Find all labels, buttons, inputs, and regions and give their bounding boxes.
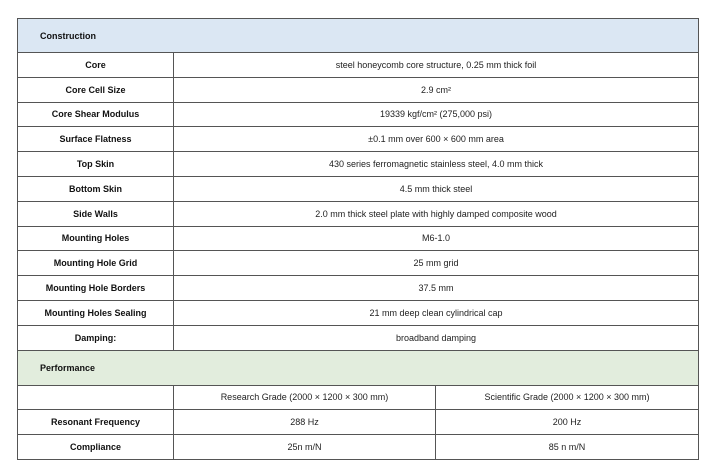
row-value: 2.9 cm² xyxy=(174,77,699,102)
column-header-scientific: Scientific Grade (2000 × 1200 × 300 mm) xyxy=(436,385,699,410)
row-value: 430 series ferromagnetic stainless steel, 4.0 mm thick xyxy=(174,152,699,177)
table-row xyxy=(18,77,699,102)
table-row xyxy=(18,127,699,152)
spec-table xyxy=(17,18,699,460)
construction-header-row xyxy=(18,19,699,53)
row-label: Mounting Hole Grid xyxy=(18,251,174,276)
row-label: Core xyxy=(18,53,174,78)
row-label: Side Walls xyxy=(18,201,174,226)
performance-title: Performance xyxy=(18,350,699,385)
empty-header-cell xyxy=(18,385,174,410)
scientific-value: 85 n m/N xyxy=(436,435,699,460)
row-value: 37.5 mm xyxy=(174,276,699,301)
table-row xyxy=(18,410,699,435)
performance-header-row xyxy=(18,350,699,385)
spec-table-container xyxy=(17,18,698,460)
table-row xyxy=(18,251,699,276)
scientific-value: 200 Hz xyxy=(436,410,699,435)
row-value: M6-1.0 xyxy=(174,226,699,251)
table-row xyxy=(18,435,699,460)
row-label: Bottom Skin xyxy=(18,176,174,201)
row-label: Mounting Hole Borders xyxy=(18,276,174,301)
research-value: 288 Hz xyxy=(174,410,436,435)
research-value: 25n m/N xyxy=(174,435,436,460)
row-label: Mounting Holes Sealing xyxy=(18,300,174,325)
row-label: Surface Flatness xyxy=(18,127,174,152)
table-row xyxy=(18,152,699,177)
row-value: 2.0 mm thick steel plate with highly damped composite wood xyxy=(174,201,699,226)
row-value: 25 mm grid xyxy=(174,251,699,276)
row-label: Top Skin xyxy=(18,152,174,177)
row-label: Resonant Frequency xyxy=(18,410,174,435)
row-value: ±0.1 mm over 600 × 600 mm area xyxy=(174,127,699,152)
row-label: Compliance xyxy=(18,435,174,460)
table-row xyxy=(18,226,699,251)
table-row xyxy=(18,102,699,127)
table-row xyxy=(18,276,699,301)
column-header-research: Research Grade (2000 × 1200 × 300 mm) xyxy=(174,385,436,410)
row-label: Core Cell Size xyxy=(18,77,174,102)
row-value: 4.5 mm thick steel xyxy=(174,176,699,201)
performance-column-header-row xyxy=(18,385,699,410)
table-row xyxy=(18,176,699,201)
row-value: steel honeycomb core structure, 0.25 mm thick foil xyxy=(174,53,699,78)
table-row xyxy=(18,53,699,78)
row-label: Mounting Holes xyxy=(18,226,174,251)
table-row xyxy=(18,300,699,325)
row-label: Core Shear Modulus xyxy=(18,102,174,127)
row-value: 19339 kgf/cm² (275,000 psi) xyxy=(174,102,699,127)
row-label: Damping: xyxy=(18,325,174,350)
table-row xyxy=(18,325,699,350)
row-value: 21 mm deep clean cylindrical cap xyxy=(174,300,699,325)
row-value: broadband damping xyxy=(174,325,699,350)
table-row xyxy=(18,201,699,226)
construction-title: Construction xyxy=(18,19,699,53)
